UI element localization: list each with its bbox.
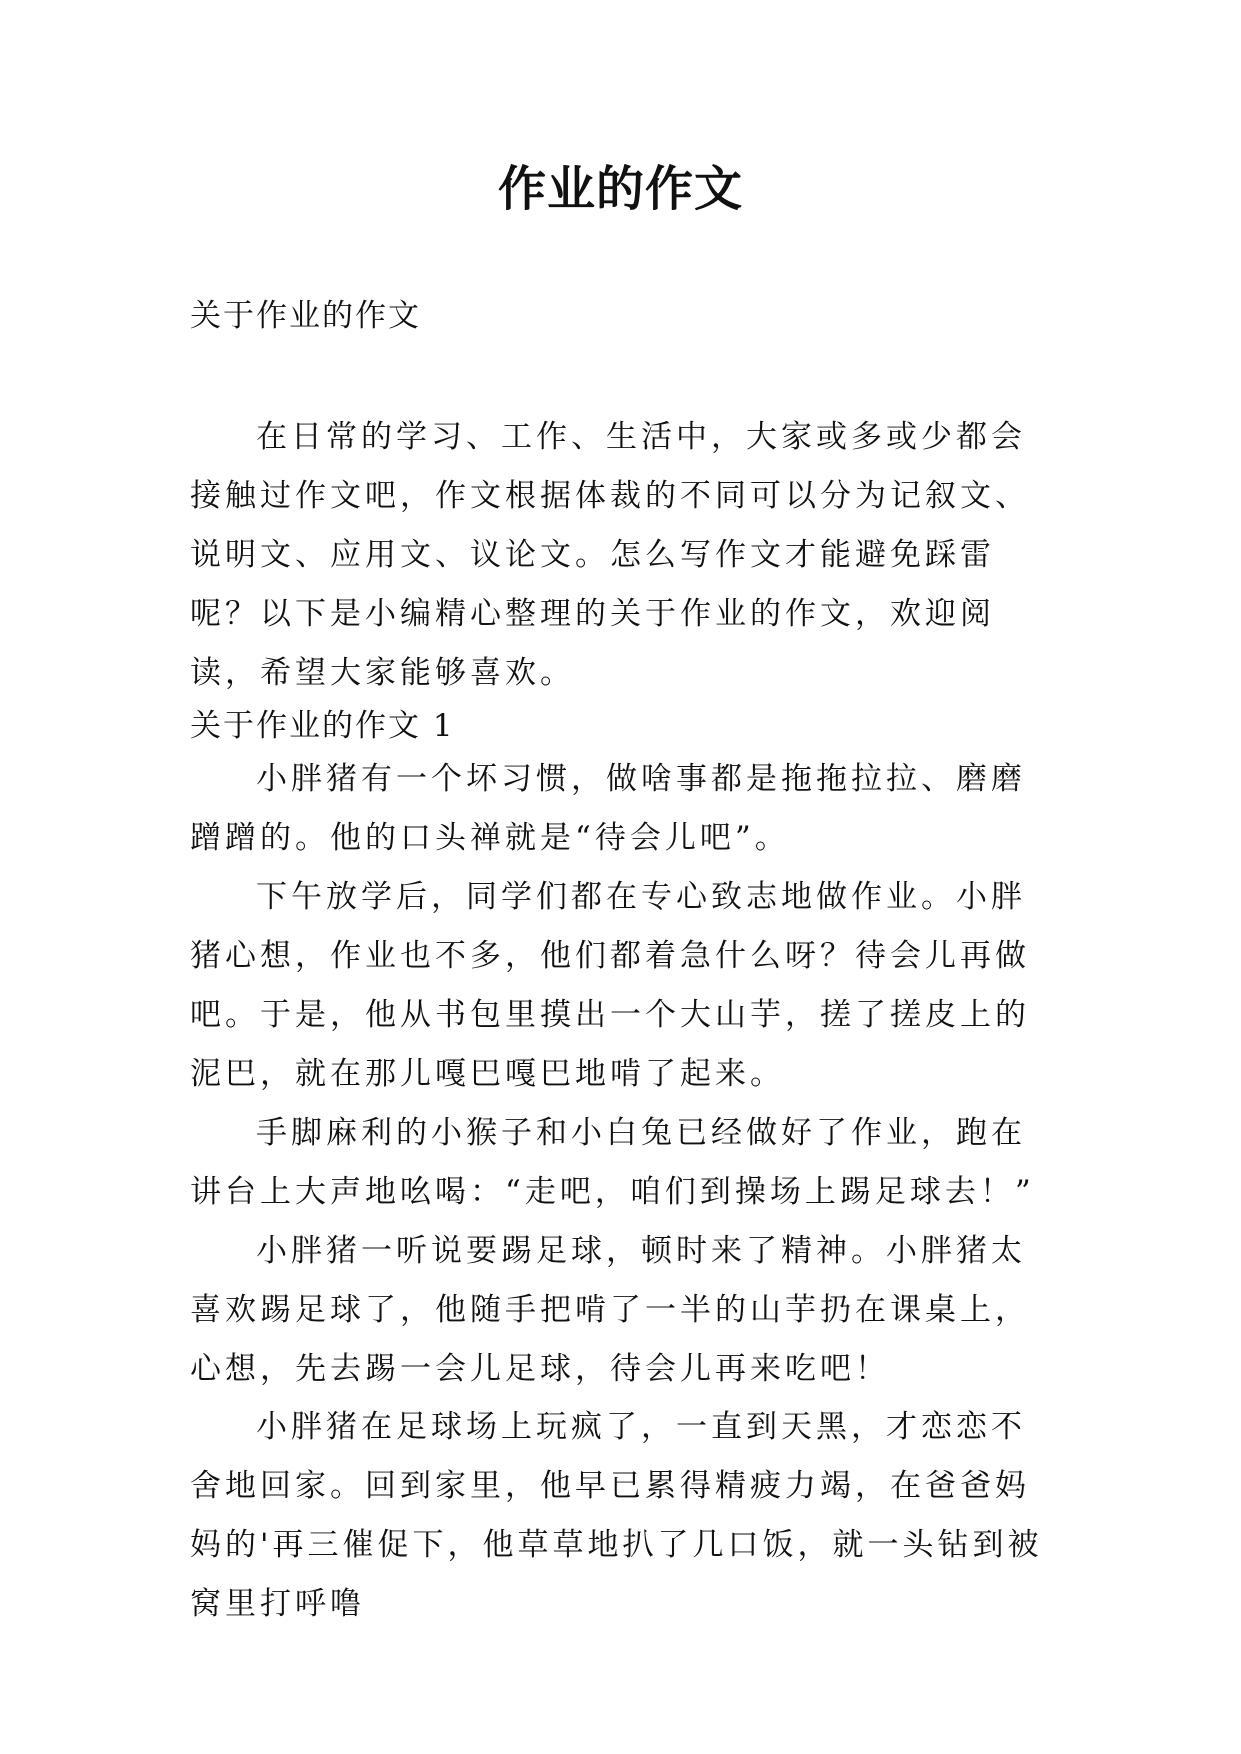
intro-paragraph: 在日常的学习、工作、生活中，大家或多或少都会接触过作文吧，作文根据体裁的不同可以分为记叙文、说明文、应用文、议论文。怎么写作文才能避免踩雷呢？以下是小编精心整理的关于作业的作文，欢迎阅读，希望大家能够喜欢。	[190, 419, 1030, 691]
section-heading: 关于作业的作文 1	[190, 708, 455, 744]
document-title: 作业的作文	[497, 161, 743, 217]
document-subtitle: 关于作业的作文	[190, 298, 421, 334]
body-paragraph: 小胖猪在足球场上玩疯了，一直到天黑，才恋恋不舍地回家。回到家里，他早已累得精疲力竭，在爸爸妈妈的'再三催促下，他草草地扒了几口饭，就一头钻到被窝里打呼噜	[190, 1409, 1043, 1622]
body-paragraph: 下午放学后，同学们都在专心致志地做作业。小胖猪心想，作业也不多，他们都着急什么呀？待会儿再做吧。于是，他从书包里摸出一个大山芋，搓了搓皮上的泥巴，就在那儿嘎巴嘎巴地啃了起来。	[190, 879, 1030, 1092]
body-paragraph: 小胖猪一听说要踢足球，顿时来了精神。小胖猪太喜欢踢足球了，他随手把啃了一半的山芋扔在课桌上，心想，先去踢一会儿足球，待会儿再来吃吧！	[190, 1233, 1030, 1387]
body-paragraph: 手脚麻利的小猴子和小白兔已经做好了作业，跑在讲台上大声地吆喝：“走吧，咱们到操场上踢足球去！”	[190, 1115, 1035, 1210]
body-paragraph: 小胖猪有一个坏习惯，做啥事都是拖拖拉拉、磨磨蹭蹭的。他的口头禅就是“待会儿吧”。	[190, 761, 1026, 856]
